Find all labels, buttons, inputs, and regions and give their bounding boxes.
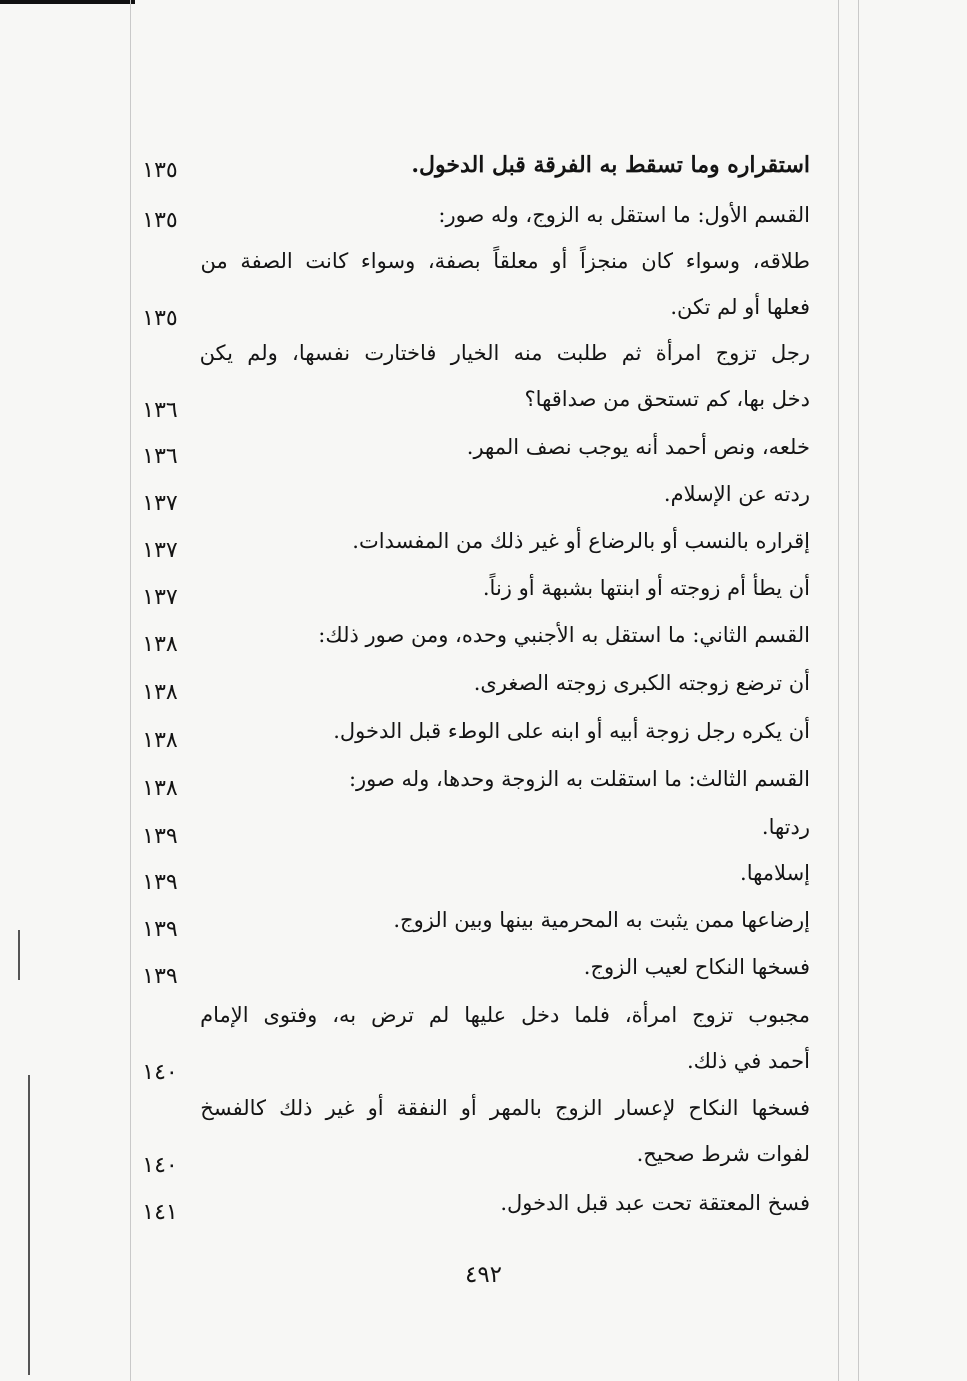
- entry-text-line: فسخها النكاح لإعسار الزوج بالمهر أو النفقة أو غير ذلك كالفسخ: [200, 1096, 810, 1120]
- entry-text-line: القسم الثاني: ما استقل به الأجنبي وحده، ومن صور ذلك:: [318, 623, 810, 647]
- entry-text-line: إرضاعها ممن يثبت به المحرمية بينها وبين الزوج.: [393, 908, 810, 932]
- index-entry: [142, 565, 810, 611]
- entry-page-number: ١٣٦: [142, 444, 178, 469]
- entry-page-number: ١٣٨: [142, 632, 178, 657]
- scan-edge-mark: [0, 0, 135, 4]
- index-entry: [142, 1085, 810, 1178]
- index-entry: [142, 1180, 810, 1226]
- index-entry: [142, 424, 810, 470]
- index-entry: [142, 660, 810, 706]
- index-entry: [142, 471, 810, 517]
- entry-page-number: ١٣٥: [142, 158, 178, 183]
- entry-text-line: إقراره بالنسب أو بالرضاع أو غير ذلك من المفسدات.: [352, 529, 810, 553]
- entry-page-number: ١٣٦: [142, 398, 178, 423]
- entry-page-number: ١٣٧: [142, 538, 178, 563]
- entry-text-line: أن يطأ أم زوجته أو ابنتها بشبهة أو زناً.: [482, 576, 810, 600]
- entry-text-line: أن يكره رجل زوجة أبيه أو ابنه على الوطء قبل الدخول.: [333, 719, 810, 743]
- scan-edge-line: [28, 1075, 30, 1375]
- entry-page-number: ١٣٨: [142, 728, 178, 753]
- index-entry: [142, 944, 810, 990]
- entry-page-number: ١٣٨: [142, 680, 178, 705]
- entry-page-number: ١٤٠: [142, 1060, 178, 1085]
- entry-page-number: ١٣٨: [142, 776, 178, 801]
- entry-page-number: ١٤٠: [142, 1153, 178, 1178]
- entry-page-number: ١٣٩: [142, 917, 178, 942]
- entry-text-line: طلاقه، وسواء كان منجزاً أو معلقاً بصفة، وسواء كانت الصفة من: [200, 249, 810, 273]
- scan-column-line: [858, 0, 859, 1381]
- scan-column-line: [838, 0, 839, 1381]
- entry-text-line: رجل تزوج امرأة ثم طلبت منه الخيار فاختارت نفسها، ولم يكن: [199, 341, 810, 365]
- entry-text-line: أن ترضع زوجته الكبرى زوجته الصغرى.: [473, 671, 810, 695]
- entry-text-line: فسخ المعتقة تحت عبد قبل الدخول.: [500, 1191, 810, 1215]
- entry-page-number: ١٣٧: [142, 585, 178, 610]
- entry-text-line: استقراره وما تسقط به الفرقة قبل الدخول.: [411, 152, 810, 178]
- entry-text-line: ردته عن الإسلام.: [663, 482, 810, 506]
- index-entry: [142, 238, 810, 331]
- entry-text-line: فسخها النكاح لعيب الزوج.: [583, 955, 810, 979]
- entry-text-line: ردتها.: [761, 815, 810, 839]
- entry-text-line: القسم الأول: ما استقل به الزوج، وله صور:: [438, 203, 810, 227]
- entry-page-number: ١٣٩: [142, 824, 178, 849]
- entry-text-line: لفوات شرط صحيح.: [636, 1142, 810, 1166]
- index-entry: [142, 518, 810, 564]
- page-number: ٤٩٢: [464, 1262, 503, 1288]
- entry-text-line: خلعه، ونص أحمد أنه يوجب نصف المهر.: [466, 435, 810, 459]
- index-entry: [142, 192, 810, 238]
- index-entry: [142, 804, 810, 850]
- index-entry: [142, 992, 810, 1085]
- index-entry: [142, 850, 810, 896]
- entry-text-line: القسم الثالث: ما استقلت به الزوجة وحدها، وله صور:: [348, 767, 810, 791]
- index-entry: [142, 330, 810, 423]
- entry-page-number: ١٤١: [142, 1200, 178, 1225]
- entry-page-number: ١٣٩: [142, 964, 178, 989]
- scan-edge-line: [18, 930, 20, 980]
- entry-page-number: ١٣٧: [142, 491, 178, 516]
- index-entry: [142, 708, 810, 754]
- index-entry: [142, 897, 810, 943]
- entry-page-number: ١٣٥: [142, 306, 178, 331]
- entry-text-line: دخل بها، كم تستحق من صداقها؟: [524, 387, 810, 411]
- entry-text-line: إسلامها.: [740, 861, 810, 885]
- entry-page-number: ١٣٩: [142, 870, 178, 895]
- index-entry: [142, 756, 810, 802]
- entry-text-line: فعلها أو لم تكن.: [670, 295, 810, 319]
- entry-text-line: مجبوب تزوج امرأة، فلما دخل عليها لم ترض به، وفتوى الإمام: [200, 1003, 810, 1027]
- index-entry: [142, 612, 810, 658]
- entry-page-number: ١٣٥: [142, 208, 178, 233]
- entry-text-line: أحمد في ذلك.: [687, 1049, 810, 1073]
- index-entry: [142, 142, 810, 188]
